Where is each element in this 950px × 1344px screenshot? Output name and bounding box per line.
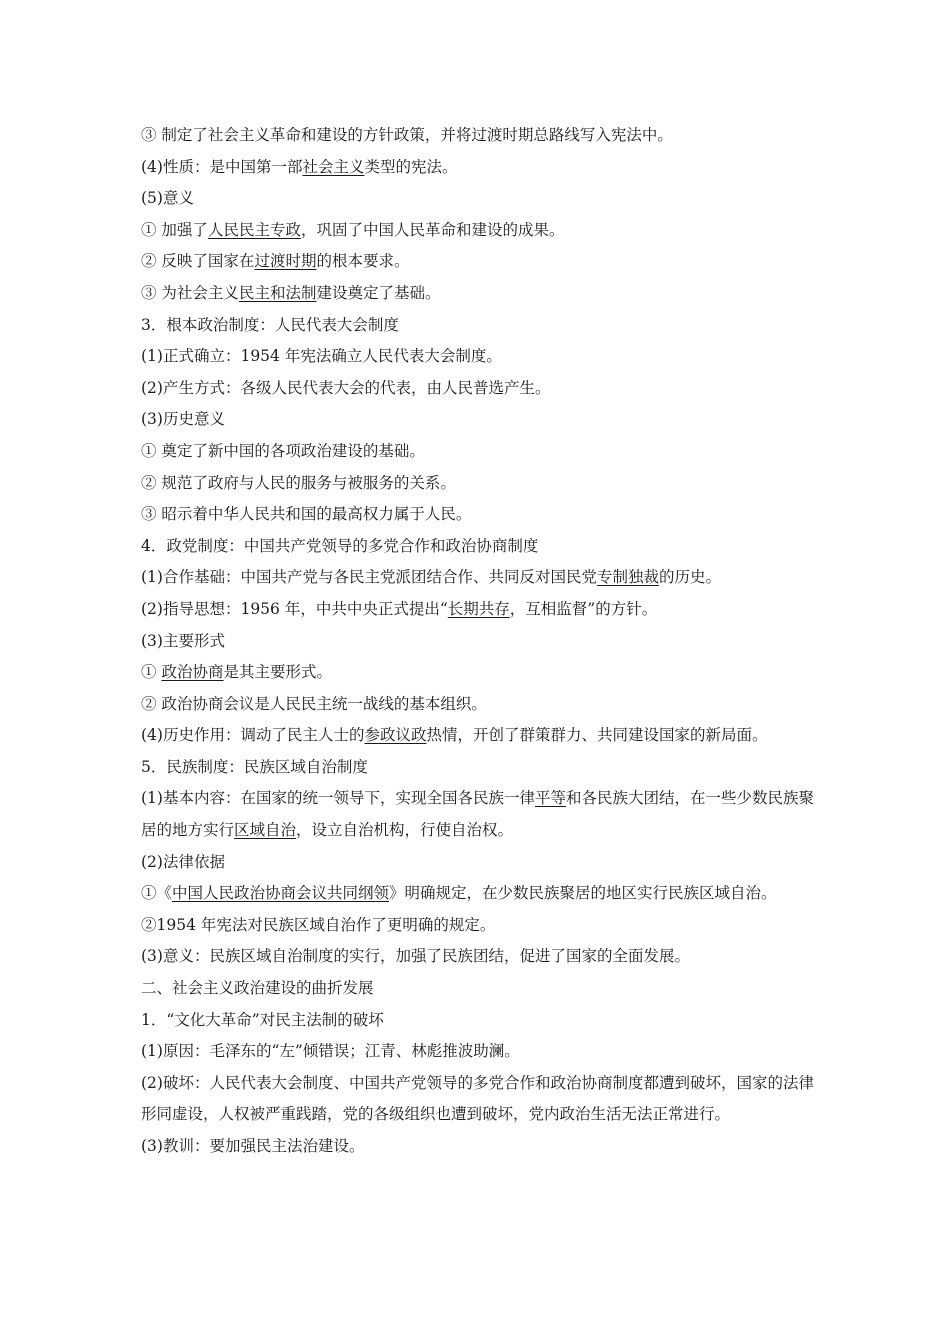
text-line bbox=[141, 215, 821, 247]
text-segment: 建设奠定了基础。 bbox=[316, 283, 441, 302]
text-line bbox=[141, 847, 821, 879]
text-line bbox=[141, 1036, 821, 1068]
text-segment: (5)意义 bbox=[141, 189, 194, 208]
text-segment: 5．民族制度：民族区域自治制度 bbox=[141, 757, 368, 776]
text-segment: ②1954 年宪法对民族区域自治作了更明确的规定。 bbox=[141, 915, 496, 934]
text-line bbox=[141, 531, 821, 563]
underlined-keyword: 社会主义 bbox=[302, 157, 365, 176]
text-segment: (2)破坏：人民代表大会制度、中国共产党领导的多党合作和政治协商制度都遭到破坏，国家的法律形同虚设，人权被严重践踏，党的各级组织也遭到破坏，党内政治生活无法正常进行。 bbox=[141, 1073, 814, 1124]
text-line bbox=[141, 499, 821, 531]
text-segment: (1)基本内容：在国家的统一领导下，实现全国各民族一律 bbox=[141, 789, 535, 808]
text-line bbox=[141, 910, 821, 942]
text-segment: ，巩固了中国人民革命和建设的成果。 bbox=[300, 220, 565, 239]
text-line bbox=[141, 341, 821, 373]
text-line bbox=[141, 878, 821, 910]
text-line bbox=[141, 973, 821, 1005]
document-body bbox=[141, 120, 821, 1163]
text-segment: ① bbox=[141, 663, 162, 682]
text-segment: ③ 为社会主义 bbox=[141, 283, 239, 302]
underlined-keyword: 中国人民政治协商会议共同纲领 bbox=[172, 884, 390, 903]
text-line bbox=[141, 689, 821, 721]
text-segment: 》明确规定，在少数民族聚居的地区实行民族区域自治。 bbox=[389, 884, 777, 903]
text-segment: ③ 制定了社会主义革命和建设的方针政策，并将过渡时期总路线写入宪法中。 bbox=[141, 126, 673, 144]
underlined-keyword: 平等 bbox=[534, 789, 566, 808]
text-line bbox=[141, 152, 821, 184]
text-segment: 类型的宪法。 bbox=[364, 157, 458, 176]
text-line bbox=[141, 310, 821, 342]
underlined-keyword: 政治协商 bbox=[161, 663, 224, 682]
text-segment: ② 规范了政府与人民的服务与被服务的关系。 bbox=[141, 473, 456, 492]
text-line bbox=[141, 436, 821, 468]
text-line bbox=[141, 278, 821, 310]
text-line bbox=[141, 246, 821, 278]
text-segment: 的根本要求。 bbox=[316, 252, 410, 271]
text-segment: ，设立自治机构，行使自治权。 bbox=[296, 821, 514, 840]
text-line bbox=[141, 468, 821, 500]
text-line bbox=[141, 720, 821, 752]
text-line bbox=[141, 1131, 821, 1163]
underlined-keyword: 区域自治 bbox=[234, 821, 297, 840]
text-line bbox=[141, 752, 821, 784]
text-segment: (1)正式确立：1954 年宪法确立人民代表大会制度。 bbox=[141, 347, 502, 366]
text-segment: ① 奠定了新中国的各项政治建设的基础。 bbox=[141, 441, 425, 460]
text-segment: 的历史。 bbox=[658, 568, 721, 587]
text-line bbox=[141, 626, 821, 658]
text-segment: 4．政党制度：中国共产党领导的多党合作和政治协商制度 bbox=[141, 536, 539, 555]
text-line bbox=[141, 594, 821, 626]
text-segment: 二、社会主义政治建设的曲折发展 bbox=[141, 979, 374, 998]
text-segment: (1)原因：毛泽东的“左”倾错误；江青、林彪推波助澜。 bbox=[141, 1042, 520, 1061]
text-segment: 3．根本政治制度：人民代表大会制度 bbox=[141, 315, 399, 334]
text-segment: (4)性质：是中国第一部 bbox=[141, 157, 303, 176]
text-line bbox=[141, 562, 821, 594]
underlined-keyword: 长期共存 bbox=[447, 599, 510, 618]
text-segment: (3)主要形式 bbox=[141, 631, 225, 650]
text-segment: (3)历史意义 bbox=[141, 410, 225, 429]
text-segment: ①《 bbox=[141, 884, 173, 903]
underlined-keyword: 专制独裁 bbox=[596, 568, 659, 587]
text-segment: (2)产生方式：各级人民代表大会的代表，由人民普选产生。 bbox=[141, 378, 551, 397]
text-line bbox=[141, 657, 821, 689]
text-segment: (2)法律依据 bbox=[141, 852, 225, 871]
underlined-keyword: 民主和法制 bbox=[238, 283, 317, 302]
text-segment: 是其主要形式。 bbox=[223, 663, 332, 682]
text-segment: ② 政治协商会议是人民民主统一战线的基本组织。 bbox=[141, 694, 487, 713]
underlined-keyword: 参政议政 bbox=[364, 726, 427, 745]
text-line bbox=[141, 783, 821, 846]
text-line bbox=[141, 1068, 821, 1131]
text-line bbox=[141, 941, 821, 973]
text-segment: 和各民族大团结，在一些少数民族聚居的地方实行 bbox=[141, 789, 814, 840]
text-segment: 1．“文化大革命”对民主法制的破坏 bbox=[141, 1010, 384, 1029]
text-segment: (4)历史作用：调动了民主人士的 bbox=[141, 726, 365, 745]
text-line bbox=[141, 183, 821, 215]
underlined-keyword: 过渡时期 bbox=[254, 252, 317, 271]
text-segment: ② 反映了国家在 bbox=[141, 252, 255, 271]
text-segment: (3)教训：要加强民主法治建设。 bbox=[141, 1137, 365, 1155]
text-segment: ① 加强了 bbox=[141, 220, 208, 239]
text-segment: (2)指导思想：1956 年，中共中央正式提出“ bbox=[141, 599, 448, 618]
text-segment: (1)合作基础：中国共产党与各民主党派团结合作、共同反对国民党 bbox=[141, 568, 597, 587]
text-line bbox=[141, 120, 821, 152]
text-line bbox=[141, 1005, 821, 1037]
text-segment: 热情，开创了群策群力、共同建设国家的新局面。 bbox=[426, 726, 768, 745]
text-segment: ③ 昭示着中华人民共和国的最高权力属于人民。 bbox=[141, 505, 472, 524]
text-line bbox=[141, 373, 821, 405]
text-segment: (3)意义：民族区域自治制度的实行，加强了民族团结，促进了国家的全面发展。 bbox=[141, 947, 690, 966]
underlined-keyword: 人民民主专政 bbox=[207, 220, 301, 239]
text-line bbox=[141, 404, 821, 436]
text-segment: ，互相监督”的方针。 bbox=[509, 599, 658, 618]
